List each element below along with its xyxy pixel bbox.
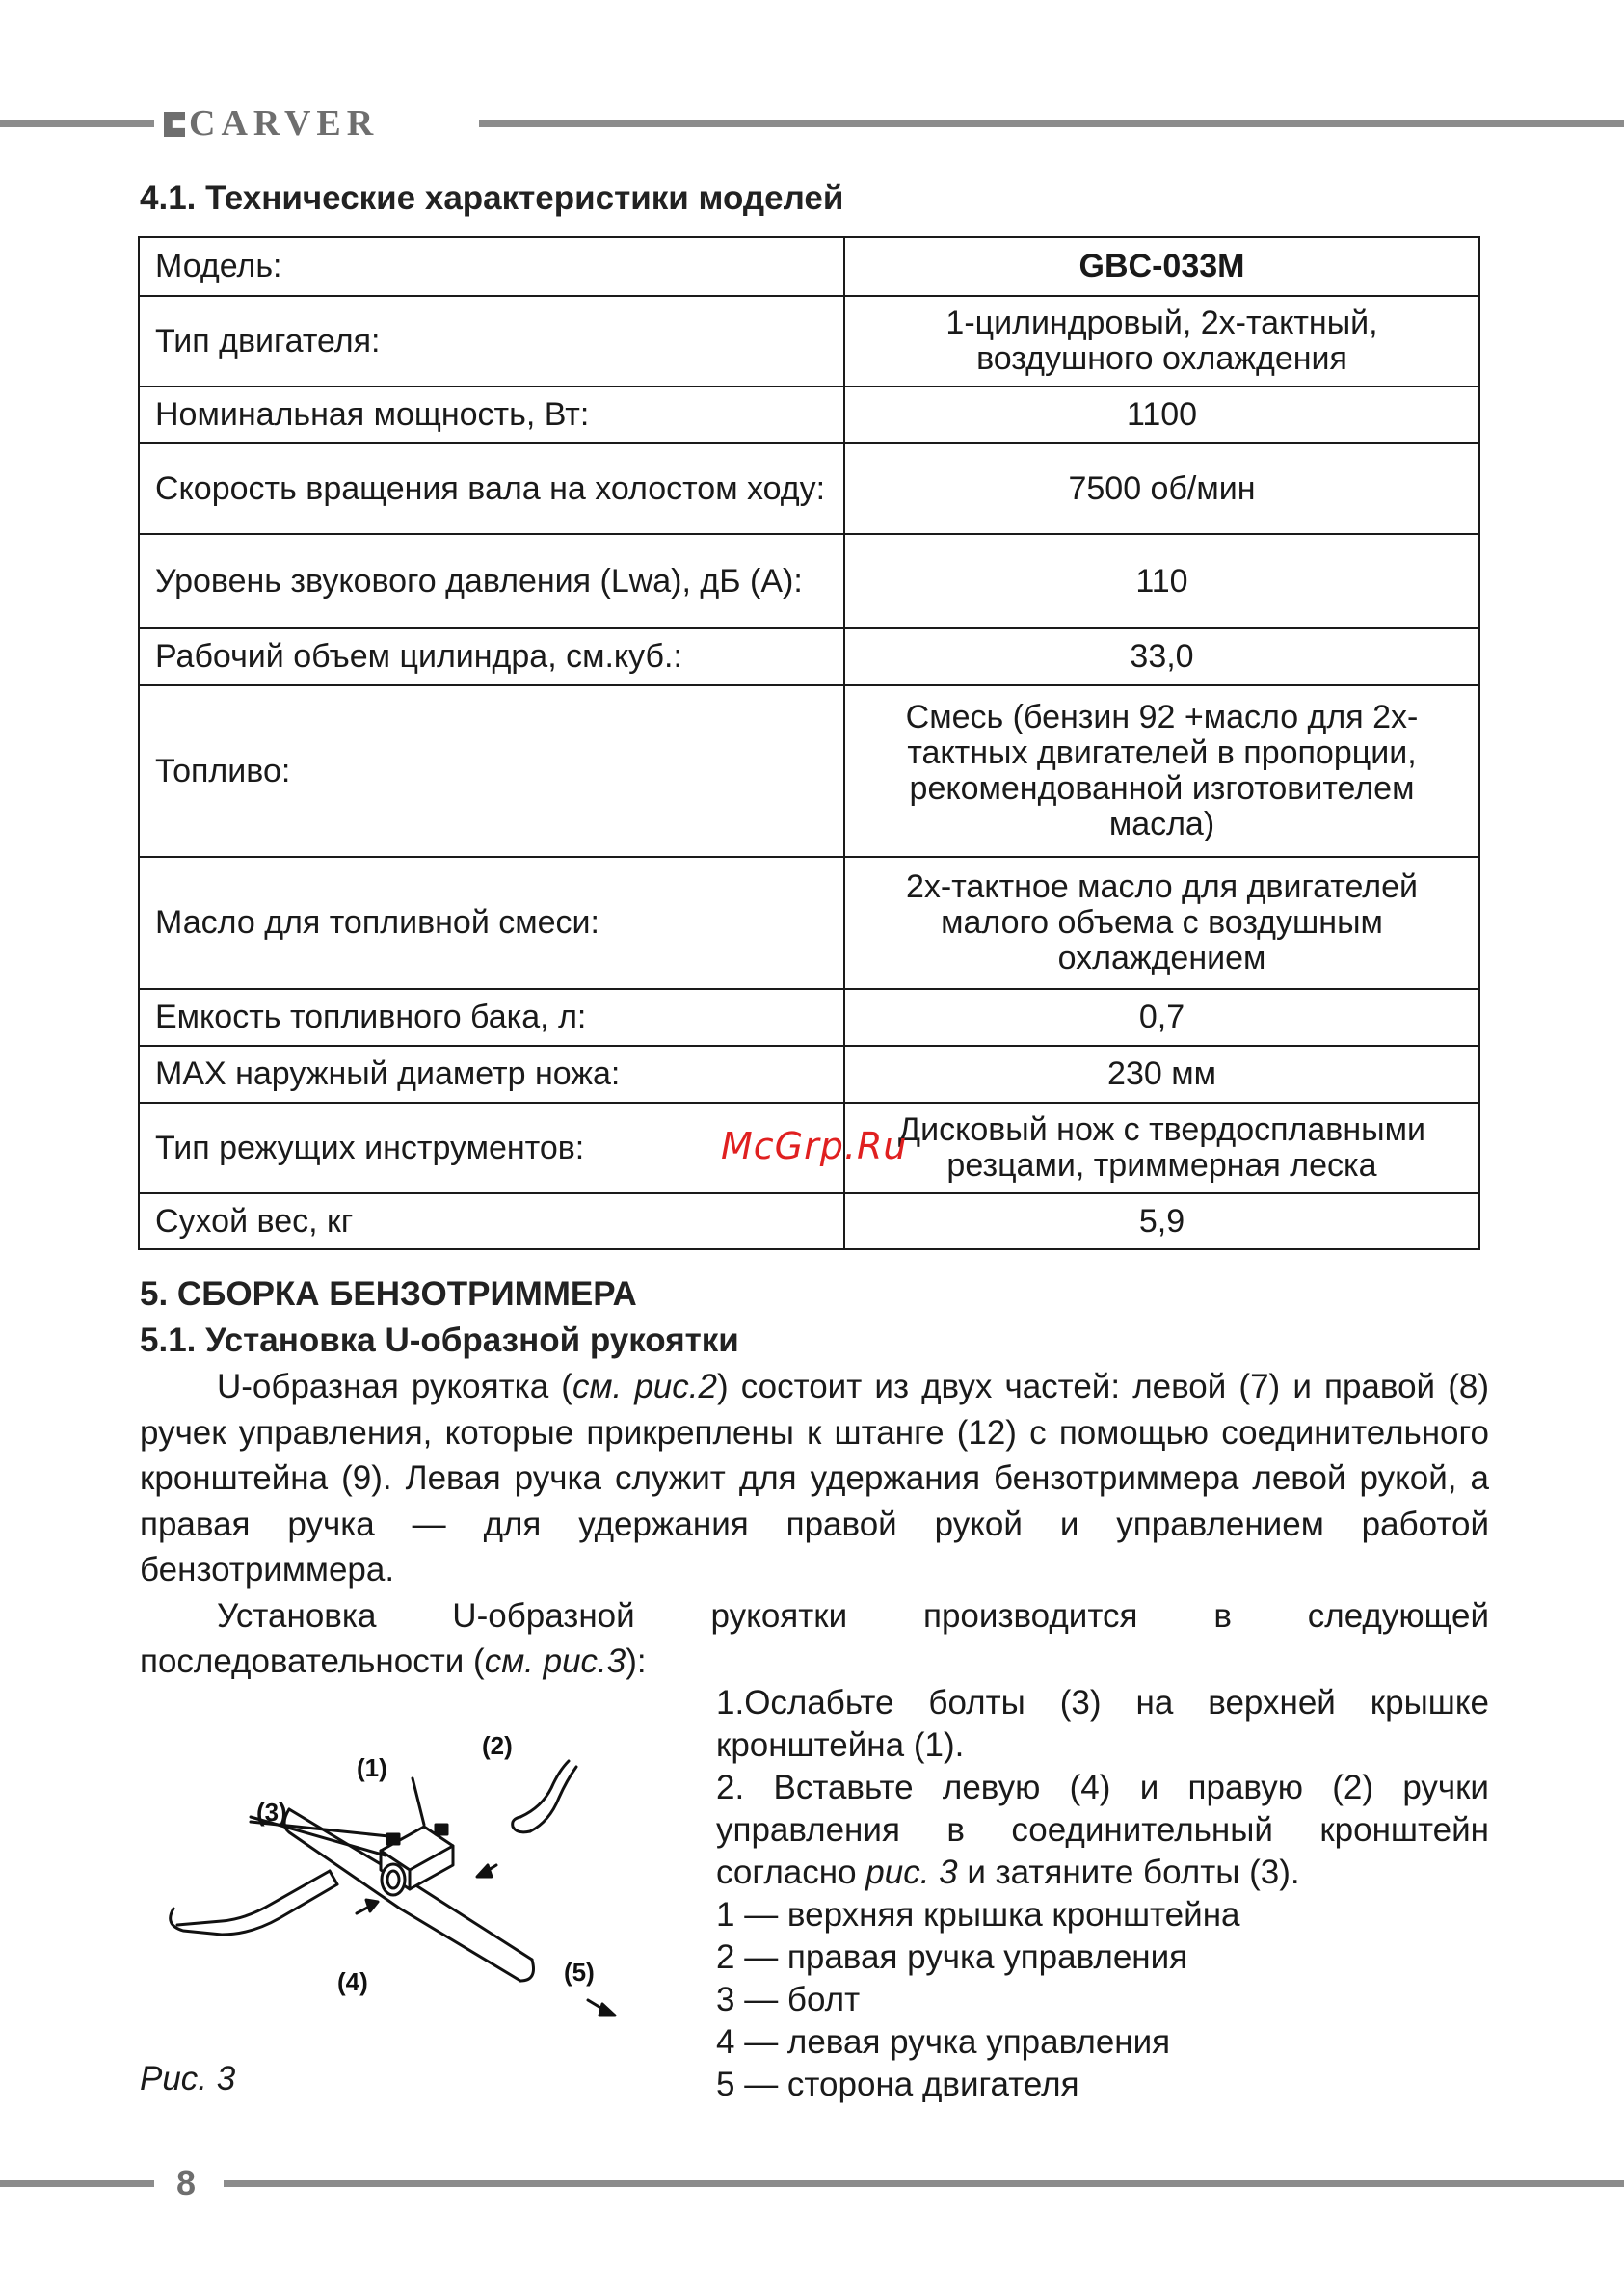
page-number: 8	[176, 2163, 197, 2203]
row-value: 5,9	[844, 1193, 1479, 1249]
table-header-model: GBC-033M	[844, 237, 1479, 296]
row-label: Уровень звукового давления (Lwa), дБ (А):	[139, 534, 844, 628]
legend-item: 4 — левая ручка управления	[716, 2023, 1171, 2061]
row-value: Смесь (бензин 92 +масло для 2х-тактных двигателей в пропорции, рекомендованной изготовителем масла)	[844, 685, 1479, 857]
row-label: Рабочий объем цилиндра, см.куб.:	[139, 628, 844, 685]
row-label: Скорость вращения вала на холостом ходу:	[139, 443, 844, 534]
figure-caption: Рис. 3	[140, 2060, 236, 2097]
row-label: Масло для топливной смеси:	[139, 857, 844, 989]
row-label: Топливо:	[139, 685, 844, 857]
row-label: Номинальная мощность, Вт:	[139, 387, 844, 443]
header-rule-right	[479, 120, 1624, 127]
row-value: 0,7	[844, 989, 1479, 1046]
footer-rule-right	[224, 2180, 1624, 2187]
figure-reference: см. рис.3	[484, 1642, 626, 1680]
paragraph-2: Установка U-образной рукоятки производится в следующей последовательности (см. рис.3):	[140, 1596, 1489, 1680]
row-value: 230 мм	[844, 1046, 1479, 1103]
section-subtitle-5-1: 5.1. Установка U-образной рукоятки	[140, 1322, 739, 1359]
brand-logo	[164, 104, 379, 143]
row-value: 110	[844, 534, 1479, 628]
row-value: 7500 об/мин	[844, 443, 1479, 534]
header-rule-left	[0, 120, 154, 127]
figure-label-5: (5)	[564, 1958, 595, 1987]
figure-reference: рис. 3	[865, 1854, 958, 1891]
legend-item: 2 — правая ручка управления	[716, 1938, 1188, 1976]
figure-label-3: (3)	[256, 1798, 287, 1827]
figure-label-2: (2)	[482, 1731, 513, 1760]
handle-assembly-figure	[164, 1711, 646, 2019]
section-title-5: 5. СБОРКА БЕНЗОТРИММЕРА	[140, 1275, 637, 1313]
legend-item: 3 — болт	[716, 1981, 861, 2018]
table-row	[139, 443, 1479, 534]
row-value: Дисковый нож с твердосплавными резцами, триммерная леска	[844, 1103, 1479, 1193]
assembly-steps	[716, 1682, 1489, 2106]
row-value: 2х-тактное масло для двигателей малого объема с воздушным охлаждением	[844, 857, 1479, 989]
table-row	[139, 1046, 1479, 1103]
table-row	[139, 628, 1479, 685]
table-header-row	[139, 237, 1479, 296]
table-row	[139, 989, 1479, 1046]
table-row	[139, 296, 1479, 387]
footer-rule-left	[0, 2180, 154, 2187]
step-1: 1.Ослабьте болты (3) на верхней крышке кронштейна (1).	[716, 1684, 1489, 1764]
row-label: MAX наружный диаметр ножа:	[139, 1046, 844, 1103]
row-label: Емкость топливного бака, л:	[139, 989, 844, 1046]
watermark: McGrp.Ru	[721, 1125, 908, 1167]
figure-label-4: (4)	[337, 1967, 368, 1996]
row-value: 1100	[844, 387, 1479, 443]
row-value: 33,0	[844, 628, 1479, 685]
carver-logo-icon	[164, 112, 185, 137]
legend-item: 5 — сторона двигателя	[716, 2066, 1079, 2103]
table-row	[139, 534, 1479, 628]
body-text	[140, 1364, 1489, 1685]
brand-name: CARVER	[189, 103, 380, 144]
row-label: Тип режущих инструментов:	[139, 1103, 844, 1193]
row-label: Тип двигателя:	[139, 296, 844, 387]
paragraph-1: U-образная рукоятка (см. рис.2) состоит из двух частей: левой (7) и правой (8) ручек управления, которые прикреплены к штанге (12) с помощью соединительного кронштейна (9). Левая ручка служит для удержания бензотриммера левой рукой, а правая ручка — для удержания правой рукой и управлением работой бензотриммера.	[140, 1368, 1490, 1589]
table-row	[139, 1193, 1479, 1249]
table-row	[139, 857, 1479, 989]
table-header-label: Модель:	[139, 237, 844, 296]
legend-item: 1 — верхняя крышка кронштейна	[716, 1896, 1240, 1934]
row-label: Сухой вес, кг	[139, 1193, 844, 1249]
spec-table	[138, 236, 1480, 1250]
section-title-4-1: 4.1. Технические характеристики моделей	[140, 179, 844, 217]
row-value: 1-цилиндровый, 2х-тактный, воздушного охлаждения	[844, 296, 1479, 387]
figure-reference: см. рис.2	[572, 1368, 717, 1405]
table-row	[139, 685, 1479, 857]
figure-label-1: (1)	[357, 1753, 387, 1782]
step-2: 2. Вставьте левую (4) и правую (2) ручки управления в соединительный кронштейн согласно рис. 3 и затяните болты (3).	[716, 1769, 1489, 1891]
table-row	[139, 387, 1479, 443]
